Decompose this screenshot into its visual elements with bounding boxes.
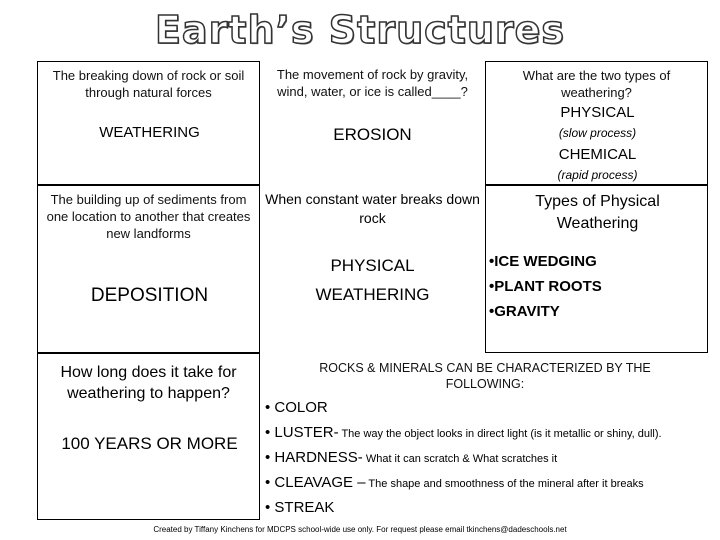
time-answer: 100 YEARS OR MORE bbox=[61, 434, 238, 453]
minerals-cell bbox=[260, 353, 708, 520]
deposition-answer: DEPOSITION bbox=[90, 285, 209, 306]
list-item bbox=[265, 396, 705, 421]
physical-weathering-cell bbox=[260, 185, 485, 353]
deposition-question: The building up of sediments from one location to another that creates new landforms bbox=[46, 192, 251, 241]
weathering-answer: WEATHERING bbox=[99, 124, 200, 141]
property-term: • LUSTER- bbox=[265, 424, 339, 441]
list-item bbox=[265, 496, 705, 521]
time-cell bbox=[37, 353, 260, 520]
chemical-note: (rapid process) bbox=[557, 168, 638, 182]
erosion-cell bbox=[260, 61, 485, 185]
physical-type: PHYSICAL bbox=[560, 104, 635, 121]
property-term: • CLEAVAGE – bbox=[265, 474, 366, 491]
property-desc: What it can scratch & What scratches it bbox=[362, 453, 558, 465]
erosion-answer: EROSION bbox=[333, 125, 412, 144]
erosion-question: The movement of rock by gravity, wind, water, or ice is called____? bbox=[276, 67, 469, 99]
property-term: • COLOR bbox=[265, 399, 328, 416]
minerals-heading: ROCKS & MINERALS CAN BE CHARACTERIZED BY THE FOLLOWING: bbox=[319, 361, 651, 391]
footer-credit: Created by Tiffany Kinchens for MDCPS school-wide use only. For request please email tkinchens@dadeschools.net bbox=[153, 525, 567, 534]
chemical-type: CHEMICAL bbox=[558, 146, 637, 163]
list-item: •PLANT ROOTS bbox=[489, 278, 602, 295]
weathering-question: The breaking down of rock or soil through natural forces bbox=[52, 68, 245, 100]
weathering-types-question: What are the two types of weathering? bbox=[522, 68, 671, 100]
property-term: • STREAK bbox=[265, 499, 335, 516]
minerals-list bbox=[265, 396, 705, 521]
deposition-cell bbox=[37, 185, 260, 353]
time-question: How long does it take for weathering to happen? bbox=[60, 364, 237, 402]
physical-types-cell bbox=[485, 185, 708, 353]
weathering-cell bbox=[37, 61, 260, 185]
physical-weathering-answer: PHYSICAL WEATHERING bbox=[315, 256, 430, 304]
list-item bbox=[265, 421, 705, 446]
page-title: Earth’s Structures bbox=[154, 8, 566, 52]
list-item bbox=[265, 471, 705, 496]
property-desc: The shape and smoothness of the mineral after it breaks bbox=[365, 478, 644, 490]
list-item: •GRAVITY bbox=[489, 303, 560, 320]
weathering-types-cell bbox=[485, 61, 708, 185]
physical-types-list bbox=[489, 249, 707, 324]
list-item: •ICE WEDGING bbox=[489, 253, 597, 270]
physical-note: (slow process) bbox=[558, 126, 637, 140]
list-item bbox=[265, 446, 705, 471]
physical-types-heading: Types of Physical Weathering bbox=[535, 193, 660, 232]
property-term: • HARDNESS- bbox=[265, 449, 363, 466]
physical-weathering-question: When constant water breaks down rock bbox=[265, 191, 480, 226]
property-desc: The way the object looks in direct light (is it metallic or shiny, dull). bbox=[338, 428, 662, 440]
